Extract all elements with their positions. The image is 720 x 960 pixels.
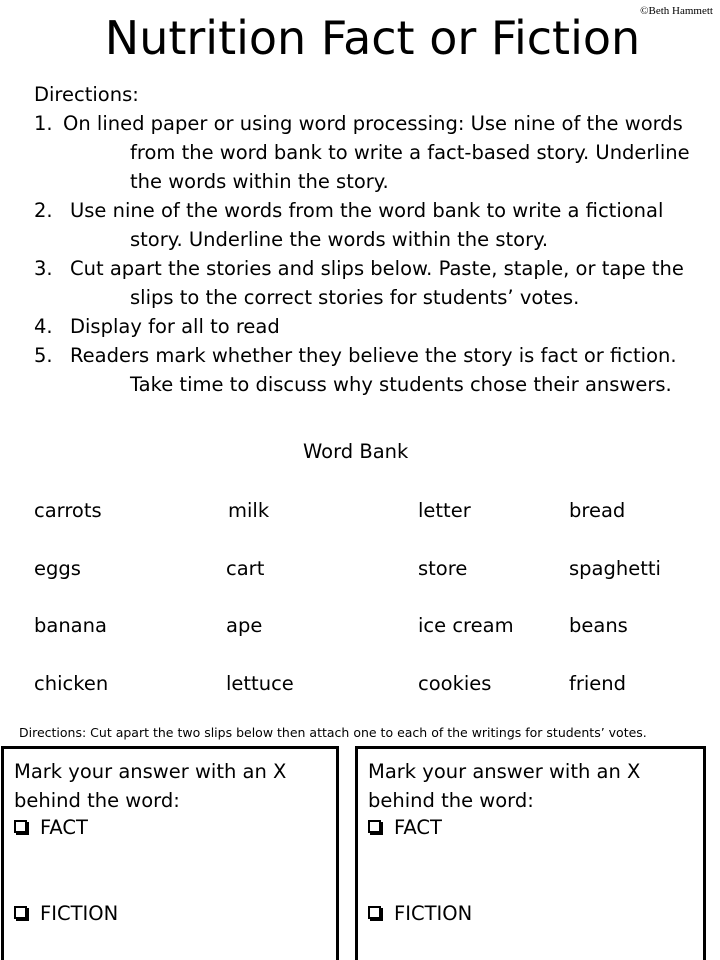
vote-slip-right bbox=[355, 746, 706, 960]
cut-directions: Directions: Cut apart the two slips below then attach one to each of the writings for students’ votes. bbox=[19, 725, 647, 740]
copyright-notice: ©Beth Hammett bbox=[640, 5, 713, 17]
step-number: 5. bbox=[34, 344, 53, 367]
step-continuation: the words within the story. bbox=[130, 170, 389, 193]
slip-instruction: Mark your answer with an X bbox=[14, 760, 287, 783]
checkbox-icon[interactable] bbox=[368, 906, 381, 919]
directions-section bbox=[34, 80, 714, 399]
word-bank-word: banana bbox=[34, 614, 107, 637]
word-bank-word: milk bbox=[228, 499, 270, 522]
step-number: 2. bbox=[34, 199, 53, 222]
word-bank-word: ape bbox=[226, 614, 263, 637]
word-bank-word: bread bbox=[569, 499, 626, 522]
fact-option[interactable] bbox=[368, 813, 442, 842]
checkbox-icon[interactable] bbox=[14, 906, 27, 919]
step-text: Use nine of the words from the word bank to write a fictional bbox=[70, 199, 664, 222]
word-bank-word: ice cream bbox=[418, 614, 514, 637]
step-text: Readers mark whether they believe the story is fact or fiction. bbox=[70, 344, 677, 367]
vote-slip-left bbox=[1, 746, 339, 960]
step-continuation: from the word bank to write a fact-based story. Underline bbox=[130, 141, 690, 164]
word-bank-word: chicken bbox=[34, 672, 109, 695]
fact-option[interactable] bbox=[14, 813, 88, 842]
direction-step-2 bbox=[34, 196, 714, 225]
direction-step-1 bbox=[34, 109, 714, 138]
direction-step-3 bbox=[34, 254, 714, 283]
slip-instruction: behind the word: bbox=[368, 789, 534, 812]
word-bank-word: cart bbox=[226, 557, 265, 580]
direction-step-4 bbox=[34, 312, 714, 341]
fiction-label: FICTION bbox=[40, 902, 119, 925]
word-bank-word: store bbox=[418, 557, 468, 580]
checkbox-icon[interactable] bbox=[14, 820, 27, 833]
step-text: On lined paper or using word processing: Use nine of the words bbox=[63, 112, 683, 135]
step-number: 3. bbox=[34, 257, 53, 280]
word-bank-word: friend bbox=[569, 672, 627, 695]
step-continuation: Take time to discuss why students chose their answers. bbox=[130, 373, 672, 396]
word-bank-word: spaghetti bbox=[569, 557, 661, 580]
step-number: 1. bbox=[34, 112, 53, 135]
word-bank-title: Word Bank bbox=[303, 440, 409, 463]
slip-instruction: Mark your answer with an X bbox=[368, 760, 641, 783]
step-text: Display for all to read bbox=[70, 315, 280, 338]
step-continuation: slips to the correct stories for students’ votes. bbox=[130, 286, 580, 309]
fact-label: FACT bbox=[394, 816, 442, 839]
word-bank-word: cookies bbox=[418, 672, 492, 695]
word-bank-word: lettuce bbox=[226, 672, 294, 695]
word-bank-word: letter bbox=[418, 499, 471, 522]
fiction-option[interactable] bbox=[14, 899, 118, 928]
word-bank-word: eggs bbox=[34, 557, 81, 580]
direction-step-5 bbox=[34, 341, 714, 370]
step-continuation: story. Underline the words within the story. bbox=[130, 228, 549, 251]
fiction-option[interactable] bbox=[368, 899, 472, 928]
step-number: 4. bbox=[34, 315, 53, 338]
fact-label: FACT bbox=[40, 816, 88, 839]
checkbox-icon[interactable] bbox=[368, 820, 381, 833]
step-text: Cut apart the stories and slips below. Paste, staple, or tape the bbox=[70, 257, 684, 280]
directions-heading: Directions: bbox=[34, 83, 139, 106]
word-bank-word: beans bbox=[569, 614, 628, 637]
page-title: Nutrition Fact or Fiction bbox=[104, 11, 641, 65]
fiction-label: FICTION bbox=[394, 902, 473, 925]
slip-instruction: behind the word: bbox=[14, 789, 180, 812]
word-bank-word: carrots bbox=[34, 499, 102, 522]
